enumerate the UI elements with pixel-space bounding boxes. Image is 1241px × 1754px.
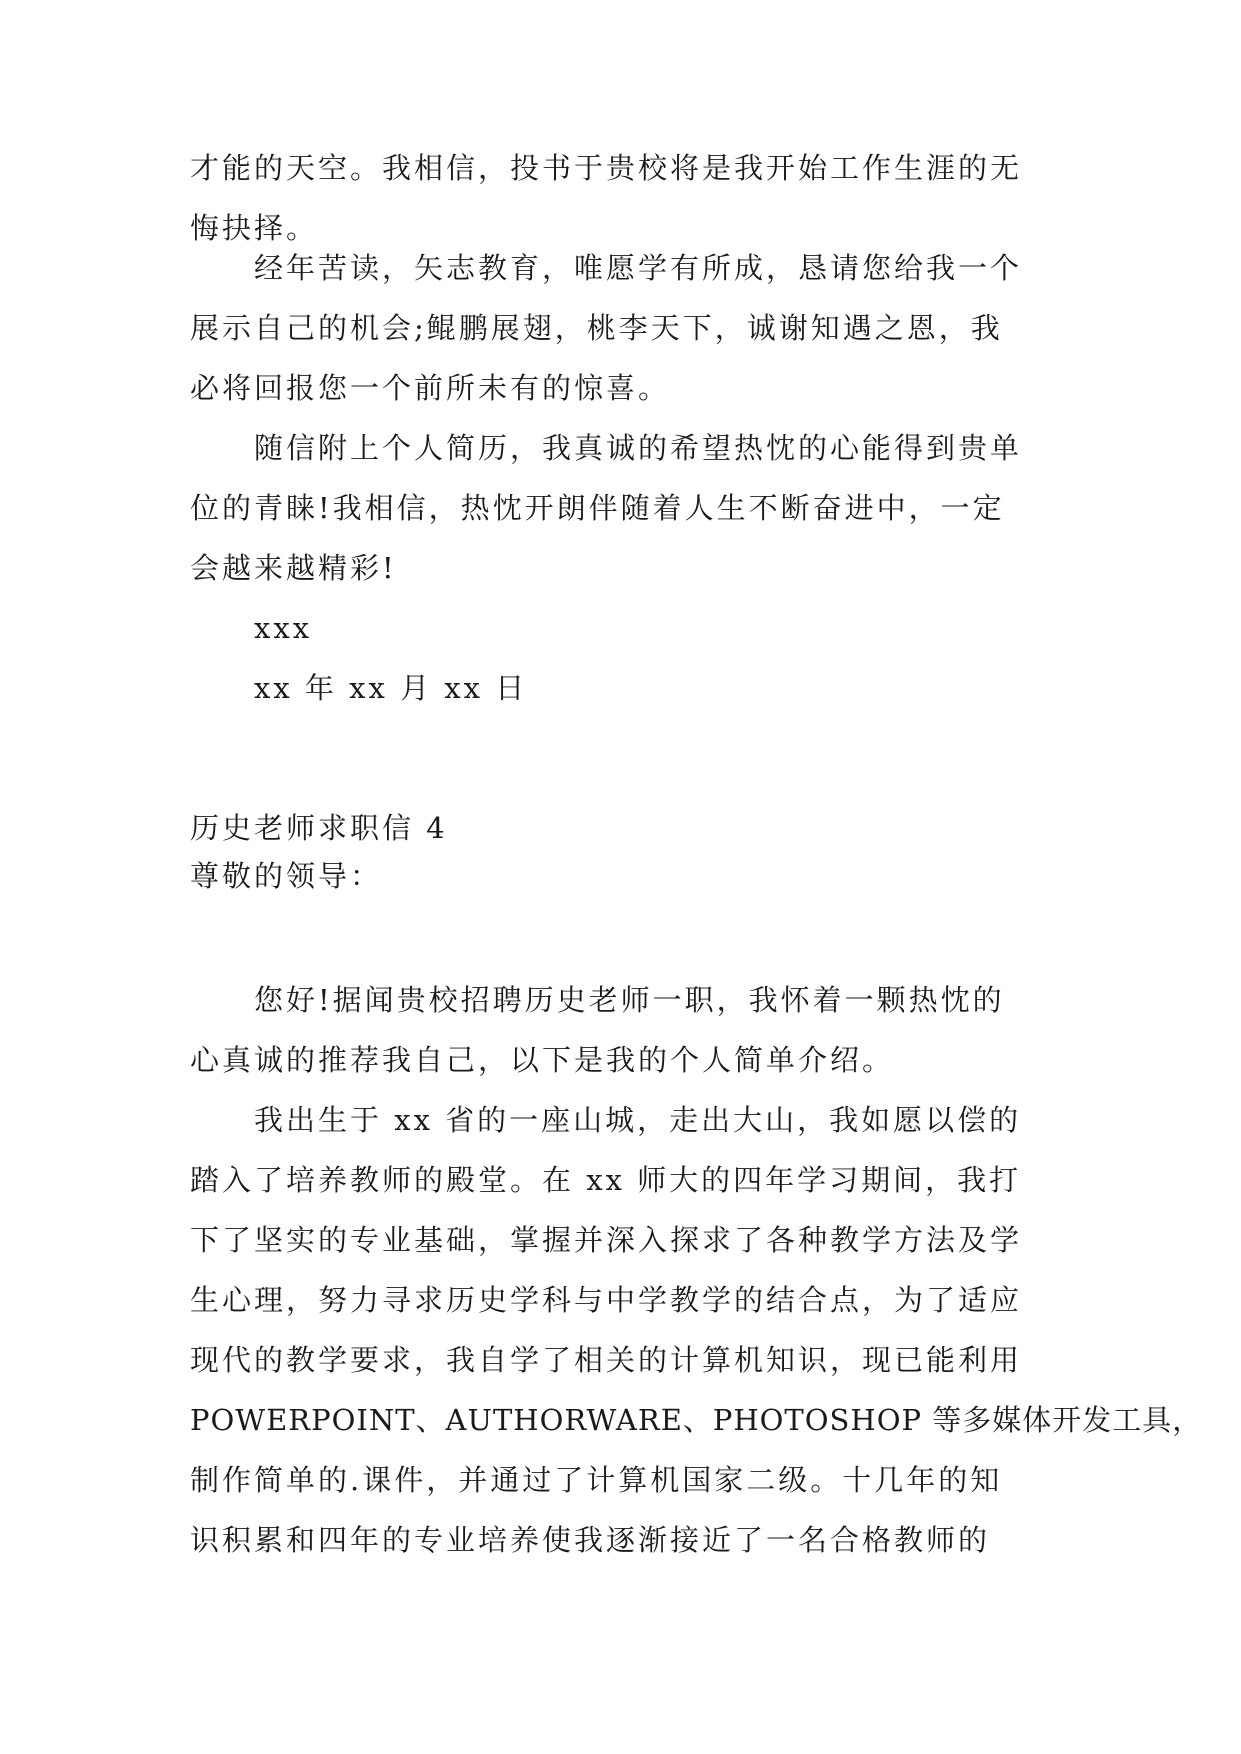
text-line: 位的青睐!我相信，热忱开朗伴随着人生不断奋进中，一定: [190, 491, 1005, 525]
text-line: 您好!据闻贵校招聘历史老师一职，我怀着一颗热忱的: [254, 983, 1005, 1017]
text-line: 会越来越精彩!: [190, 551, 397, 585]
paragraph-aspiration: [190, 238, 1050, 418]
signature-block: [190, 598, 1050, 718]
date: xx 年 xx 月 xx 日: [254, 671, 528, 705]
text-line: 必将回报您一个前所未有的惊喜。: [190, 371, 671, 405]
text-line: 随信附上个人简历，我真诚的希望热忱的心能得到贵单: [254, 431, 1023, 465]
salutation: 尊敬的领导：: [190, 859, 383, 893]
text-line: 下了坚实的专业基础，掌握并深入探求了各种教学方法及学: [190, 1223, 1023, 1257]
text-line: 心真诚的推荐我自己，以下是我的个人简单介绍。: [190, 1043, 895, 1077]
text-line: 我出生于 xx 省的一座山城，走出大山，我如愿以偿的: [254, 1103, 1022, 1137]
text-line: 展示自己的机会;鲲鹏展翅，桃李天下，诚谢知遇之恩，我: [190, 311, 1003, 345]
text-line: 识积累和四年的专业培养使我逐渐接近了一名合格教师的: [190, 1523, 991, 1557]
paragraph-background: [190, 1090, 1203, 1570]
paragraph-resume-attached: [190, 418, 1050, 598]
text-line: 悔抉择。: [190, 211, 319, 245]
text-line: POWERPOINT、AUTHORWARE、PHOTOSHOP 等多媒体开发工具，: [190, 1403, 1203, 1437]
text-line: 现代的教学要求，我自学了相关的计算机知识，现已能利用: [190, 1343, 1023, 1377]
text-line: 制作简单的.课件，并通过了计算机国家二级。十几年的知: [190, 1463, 1003, 1497]
text-line: 生心理，努力寻求历史学科与中学教学的结合点，为了适应: [190, 1283, 1023, 1317]
signature: xxx: [254, 611, 313, 645]
paragraph-greeting: [190, 970, 1050, 1090]
letter-title: 历史老师求职信 4: [190, 811, 448, 845]
text-line: 经年苦读，矢志教育，唯愿学有所成，恳请您给我一个: [254, 251, 1023, 285]
text-line: 才能的天空。我相信，投书于贵校将是我开始工作生涯的无: [190, 151, 1023, 185]
text-line: 踏入了培养教师的殿堂。在 xx 师大的四年学习期间，我打: [190, 1163, 1022, 1197]
letter4-header: [190, 804, 1050, 900]
